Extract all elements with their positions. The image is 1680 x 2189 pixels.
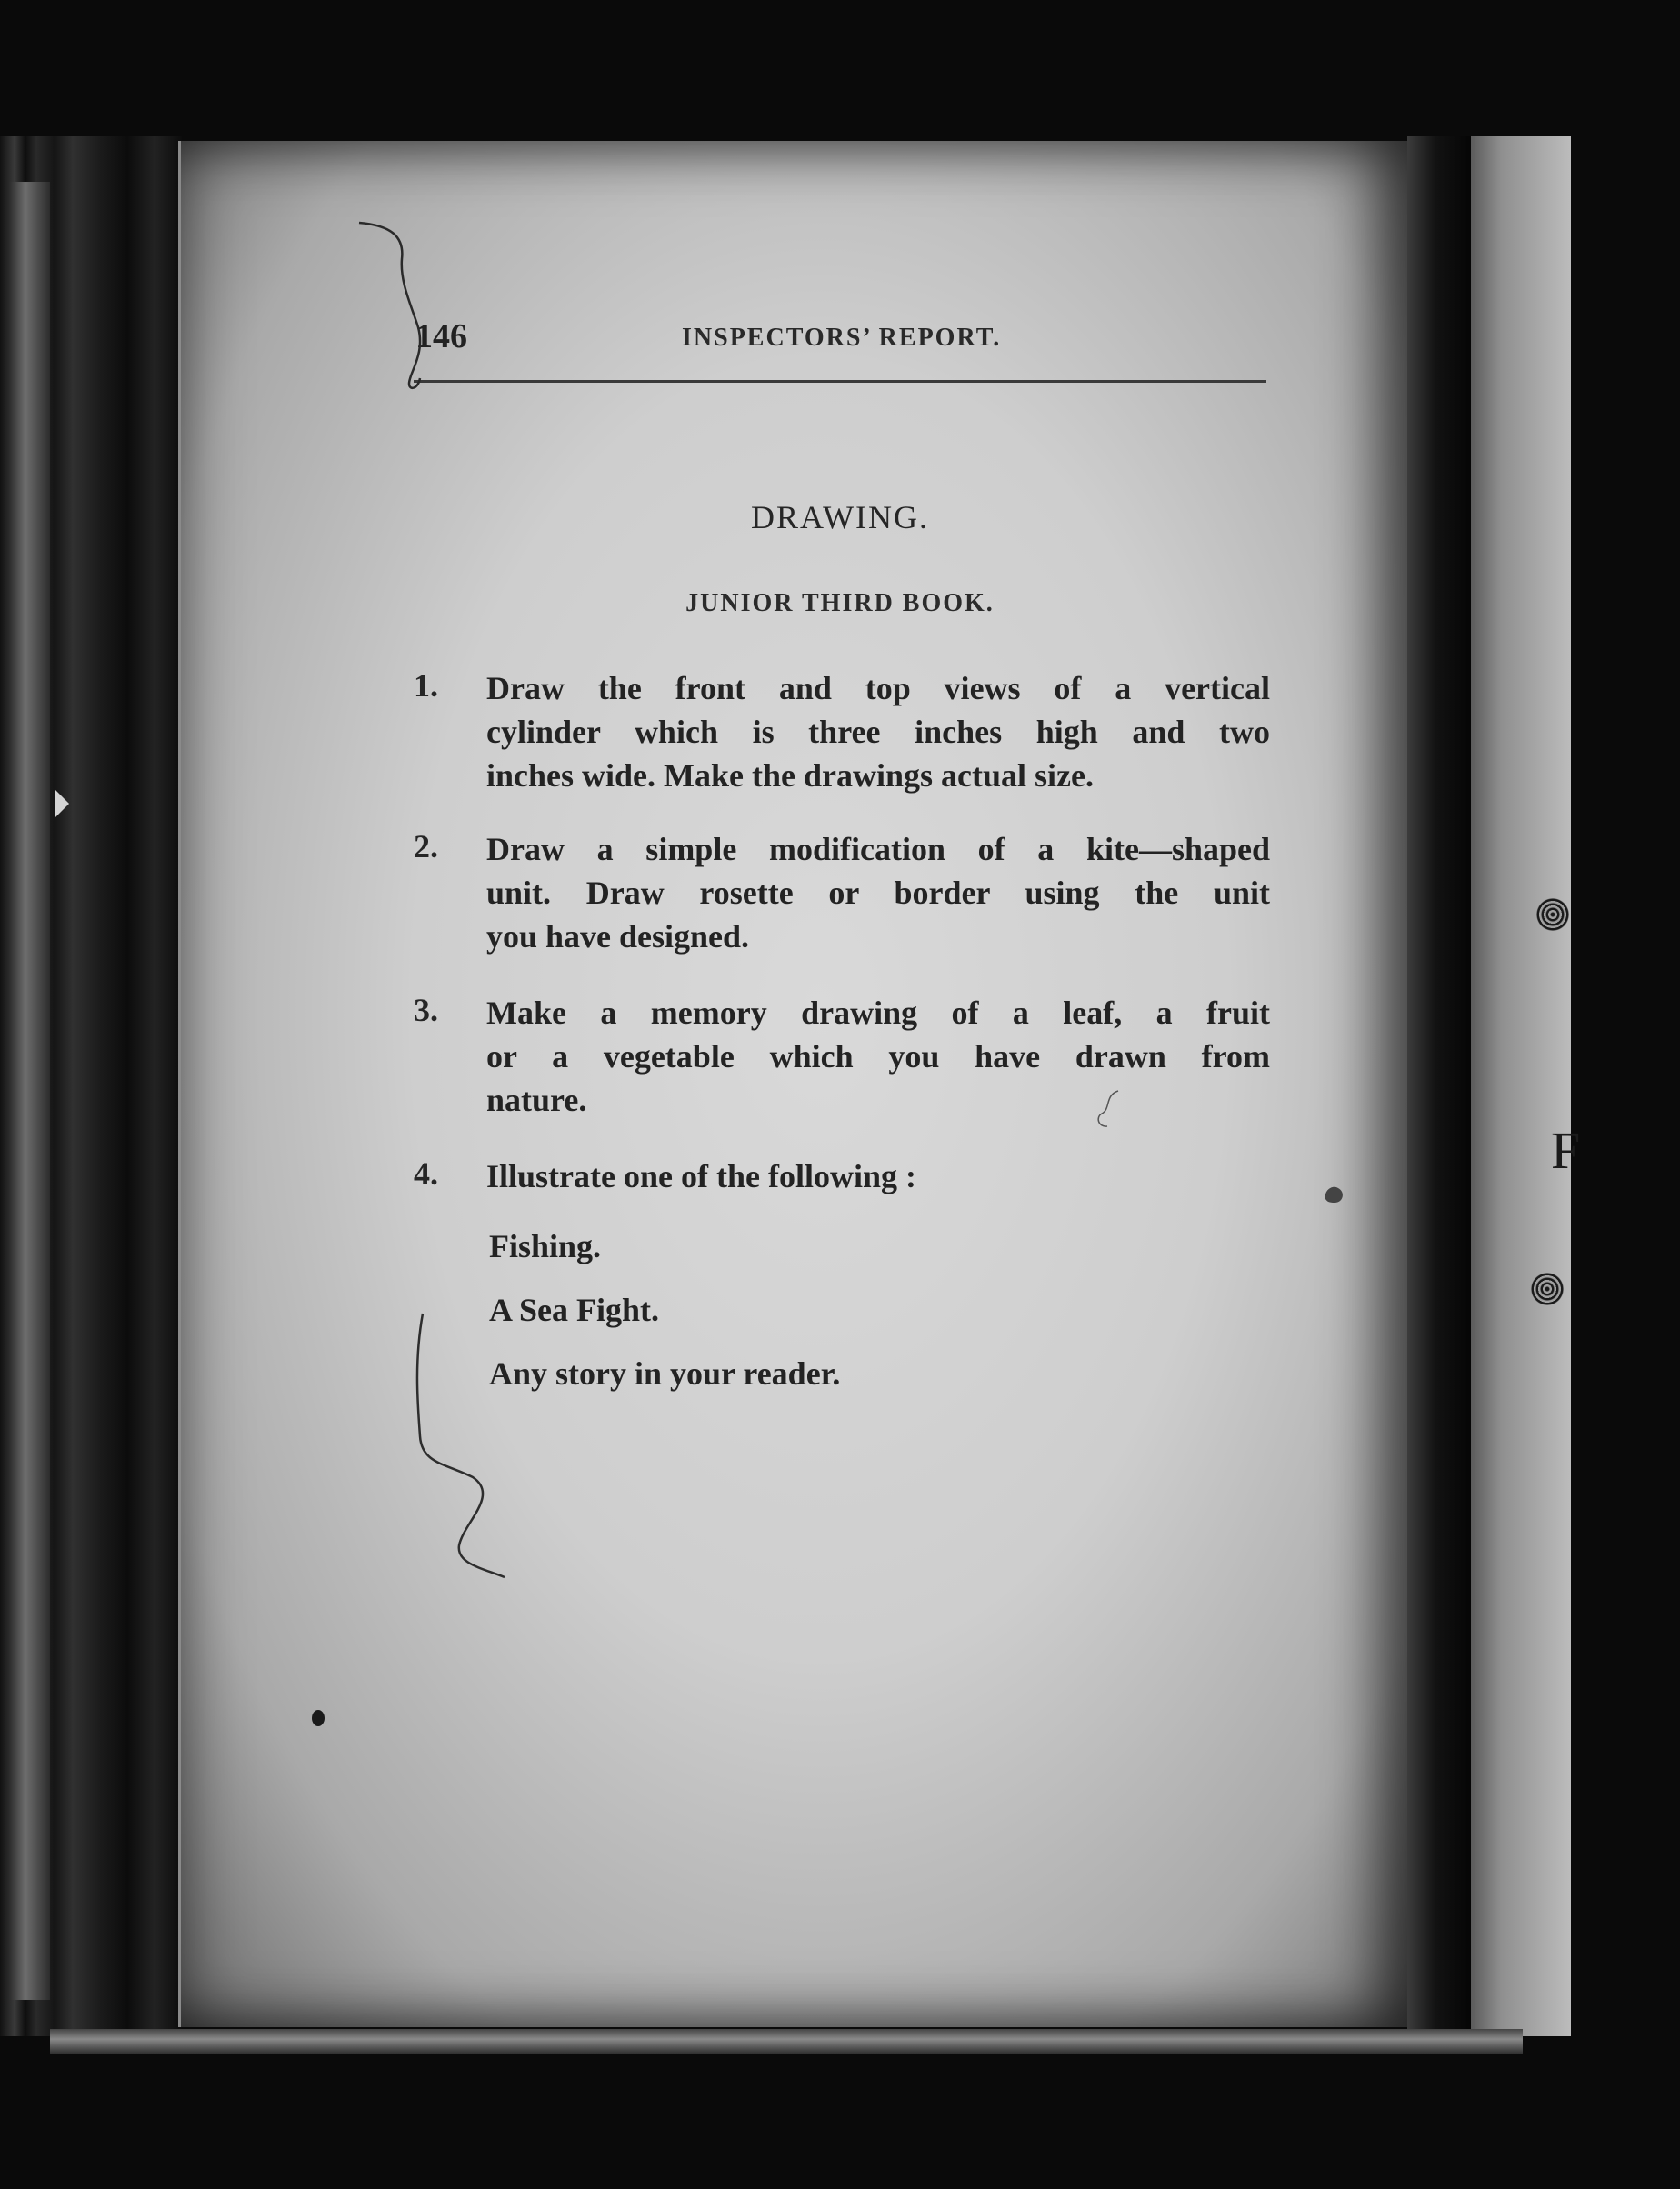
option-item: Fishing. <box>489 1228 602 1264</box>
question-line: inches wide. Make the drawings actual size. <box>486 757 1094 794</box>
ornament-icon <box>1531 1273 1564 1305</box>
question-line: Illustrate one of the following : <box>486 1158 916 1194</box>
question-item <box>414 666 1270 803</box>
question-text <box>486 991 1270 1122</box>
question-line: cylinder which is three inches high and two <box>486 714 1270 750</box>
ornament-icon <box>1536 898 1569 931</box>
facing-page-edge <box>1471 136 1571 2036</box>
question-number: 1. <box>414 667 438 704</box>
facing-page-letter: F <box>1551 1121 1581 1180</box>
question-line: Draw a simple modification of a kite—shaped <box>486 831 1270 867</box>
question-line: you have designed. <box>486 918 750 955</box>
page-header <box>414 316 1266 383</box>
page-bottom-edge <box>50 2029 1523 2054</box>
page-number: 146 <box>415 317 467 355</box>
question-line: nature. <box>486 1082 587 1118</box>
question-text <box>486 827 1270 958</box>
subsection-title: JUNIOR THIRD BOOK. <box>685 589 995 617</box>
question-number: 2. <box>414 828 438 865</box>
question-line: Draw the front and top views of a vertical <box>486 670 1270 706</box>
page-edge-highlight <box>9 182 50 2000</box>
question-line: or a vegetable which you have drawn from <box>486 1038 1270 1075</box>
running-head: INSPECTORS’ REPORT. <box>682 324 1002 352</box>
question-item <box>414 827 1270 964</box>
question-line: Make a memory drawing of a leaf, a fruit <box>486 995 1270 1031</box>
question-text <box>486 666 1270 797</box>
question-item <box>414 991 1270 1127</box>
book-gutter <box>1407 136 1471 2036</box>
option-item: Any story in your reader. <box>489 1355 841 1392</box>
question-text <box>486 1154 1270 1198</box>
option-item: A Sea Fight. <box>489 1292 660 1328</box>
question-line: unit. Draw rosette or border using the unit <box>486 875 1270 911</box>
section-title: DRAWING. <box>750 499 930 535</box>
question-number: 3. <box>414 992 438 1028</box>
page-edge-marker <box>55 789 69 818</box>
question-item <box>414 1154 1270 1200</box>
question-number: 4. <box>414 1155 438 1192</box>
